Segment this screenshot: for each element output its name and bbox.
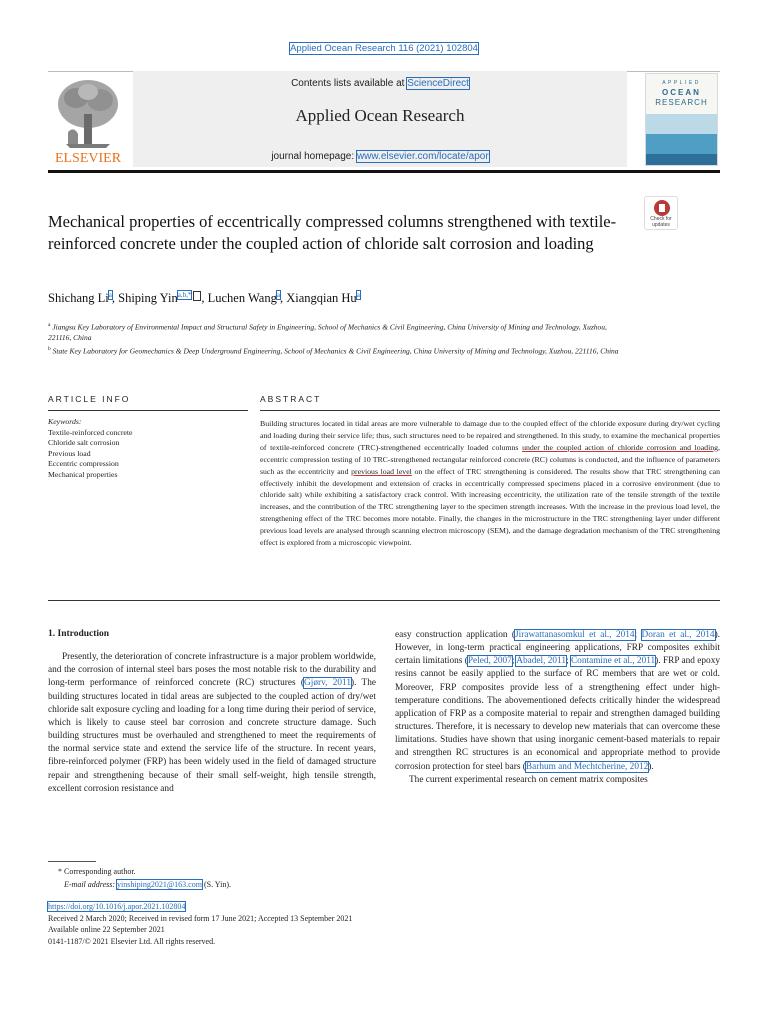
check-for-updates-label: Check for updates <box>650 216 672 228</box>
keyword-item: Textile-reinforced concrete <box>48 427 133 437</box>
citation-link[interactable]: Abadel, 2011 <box>516 656 567 667</box>
abstract-heading: ABSTRACT <box>260 394 322 404</box>
email-note: E-mail address: yinshiping2021@163.com (S. Yin). <box>64 879 231 889</box>
citation-link[interactable]: Barhum and Mechtcherine, 2012 <box>525 761 649 772</box>
section-heading: 1. Introduction <box>48 629 110 639</box>
keyword-item: Eccentric compression <box>48 459 119 469</box>
body-column-right <box>395 629 720 787</box>
body-paragraph: The current experimental research on cement matrix composites <box>409 774 648 785</box>
cover-title-line1: APPLIED <box>662 80 701 86</box>
footnotes <box>58 866 458 891</box>
abstract-body: Building structures located in tidal areas are more vulnerable to damage due to the coupled effect of the chloride exposure during dry/wet cycling and loading during their service life; thus, such structures need to be repaired and strengthened. In this study, to examine the mechanical properties of textile-reinforced concrete (TRC)-strengthened eccentrically loaded columns under the coupled action of chloride corrosion and loading, eccentric compression testing of 10 TRC-strengthened rectangular reinforced concrete (RC) columns is conducted, and the influence of parameters such as the eccentricity and previous load level on the effect of TRC strengthening is considered. The results show that TRC strengthening can effectively inhibit the development and extension of cracks in eccentrically compressed specimens placed in a corrosive environment (due to chloride salt) while exhibiting a satisfactory crack control. With increasing eccentricity, the utilization rate of the tensile strength of the textile increases, and the contribution of the TRC strengthening layer to the specimen strength increases. With the increase in the previous load level, the strengthening effect of the TRC becomes more notable. Finally, the changes in the microstructure in the TRC strengthening layer under different previous load levels are analysed through scanning electron microscopy (SEM), and the damage degradation mechanism of the TRC strengthening effect is explored from a microscopic viewpoint. <box>260 419 720 548</box>
citation-link[interactable]: Contamine et al., 2011 <box>570 656 656 667</box>
email-link[interactable]: yinshiping2021@163.com <box>117 879 202 889</box>
cover-band-mid <box>646 134 717 154</box>
article-title: Mechanical properties of eccentrically compressed columns strengthened with textile-reinforced concrete under the coupled action of chloride salt corrosion and loading <box>48 212 617 253</box>
elsevier-tree-icon <box>48 74 128 166</box>
article-info-heading: ARTICLE INFO <box>48 394 131 404</box>
keywords-list <box>48 417 248 481</box>
journal-cover-image[interactable] <box>645 73 718 166</box>
copyright: 0141-1187/© 2021 Elsevier Ltd. All rights reserved. <box>48 936 216 946</box>
keyword-item: Mechanical properties <box>48 469 118 479</box>
bookmark-icon <box>654 200 670 216</box>
body-column-left <box>48 628 376 796</box>
sciencedirect-link[interactable]: ScienceDirect <box>407 78 469 89</box>
homepage-line <box>133 151 627 162</box>
affiliation-item: $^a$ Jiangsu Key Laboratory of Environmental Impact and Structural Safety in Engineering, School of Mechanics & Civil Engineering, China University of Mining and Technology, Xuzhou, 221116, China <box>48 322 607 342</box>
author-name: , Luchen Wang <box>201 291 277 306</box>
highlighted-phrase: under the coupled action of chloride corrosion and loading <box>522 442 719 452</box>
author-affiliation-link[interactable]: a <box>276 291 280 299</box>
article-metadata <box>48 901 548 947</box>
contents-prefix: Contents lists available at <box>291 78 408 89</box>
footnote-divider <box>48 861 96 862</box>
received-dates: Received 2 March 2020; Received in revised form 17 June 2021; Accepted 13 September 2021 <box>48 913 353 923</box>
affiliation-item: $^b$ State Key Laboratory for Geomechanics & Deep Underground Engineering, School of Mechanics & Civil Engineering, China University of Mining and Technology, Xuzhou, 221116, China <box>48 345 619 355</box>
author-affiliation-link[interactable]: a <box>108 291 112 299</box>
publisher-wordmark: ELSEVIER <box>54 151 122 166</box>
keyword-item: Chloride salt corrosion <box>48 438 120 448</box>
highlighted-phrase: previous load level <box>351 466 412 476</box>
affiliations <box>48 320 628 357</box>
body-paragraph: Presently, the deterioration of concrete infrastructure is a major problem worldwide, and the corrosion of internal steel bars poses the most notable risk to the durability and long-term performance of reinforced concrete (RC) structures (Gjørv, 2011). The building structures located in tidal areas are subjected to the coupled action of dry/wet chloride salt exposure cycling and loading for a long time during their period of service, which is likely to cause steel bar corrosion and concrete structure damage. Such building structures must be overhauled and strengthened to meet the requirements of the normal service state and extend the service life of the structure. In recent years, fibre-reinforced polymer (FRP) has been widely used in the field of damaged structure repair and strengthening because of their small self-weight, high tensile strength, excellent corrosion resistance and <box>48 652 377 794</box>
doi-link[interactable]: https://doi.org/10.1016/j.apor.2021.102804 <box>48 902 186 911</box>
journal-name: Applied Ocean Research <box>295 106 465 125</box>
homepage-link[interactable]: www.elsevier.com/locate/apor <box>356 151 489 162</box>
keywords-label: Keywords: <box>48 417 82 426</box>
author-affiliation-link[interactable]: a,b,* <box>177 291 192 299</box>
citation-header <box>0 43 768 54</box>
citation-link[interactable]: Doran et al., 2014 <box>641 630 715 640</box>
abstract-divider <box>260 410 720 411</box>
cover-title-line3: RESEARCH <box>655 98 708 107</box>
cover-band-light <box>646 114 717 134</box>
header-divider <box>48 170 720 173</box>
corresponding-author-note: * Corresponding author. <box>58 867 136 876</box>
elsevier-logo[interactable] <box>48 74 128 166</box>
citation-link[interactable]: Applied Ocean Research 116 (2021) 102804 <box>290 43 478 54</box>
article-info-divider <box>48 410 248 411</box>
body-paragraph: easy construction application (Jirawattanasomkul et al., 2014; Doran et al., 2014). However, in long-term practical engineering applications, FRP composites exhibit certain limitations (Peled, 2007; Abadel, 2011; Contamine et al., 2011). FRP and epoxy resins cannot be easily applied to the surface of RC members that are wet or cold. Moreover, FRP composites provide less of a strengthening effect under high-temperature conditions. The abovementioned defects critically hinder the widespread application of FRP as a composite material to repair and strengthen damaged building structures. Therefore, it is necessary to develop new materials that can overcome these limitations. Studies have shown that using inorganic cement-based materials to repair and strengthen RC structures is an economical and appropriate method to provide corrosion protection for steel bars (Barhum and Mechtcherine, 2012). <box>395 630 720 772</box>
check-for-updates-button[interactable] <box>644 196 678 230</box>
author-name: , Shiping Yin <box>111 291 178 306</box>
citation-link[interactable]: Gjørv, 2011 <box>304 678 351 689</box>
authors-line <box>48 291 648 306</box>
citation-link[interactable]: Jirawattanasomkul et al., 2014 <box>515 630 635 640</box>
cover-title-line2: OCEAN <box>662 88 701 97</box>
available-online: Available online 22 September 2021 <box>48 925 165 934</box>
body-divider <box>48 600 720 601</box>
homepage-prefix: journal homepage: <box>271 151 357 162</box>
cover-band-dark <box>646 154 717 166</box>
contents-line <box>133 78 627 89</box>
keyword-item: Previous load <box>48 448 91 458</box>
author-name: , Xiangqian Hu <box>279 291 357 306</box>
citation-link[interactable]: Peled, 2007 <box>467 656 512 667</box>
author-name: Shichang Li <box>48 291 109 306</box>
author-affiliation-link[interactable]: a <box>356 291 360 299</box>
